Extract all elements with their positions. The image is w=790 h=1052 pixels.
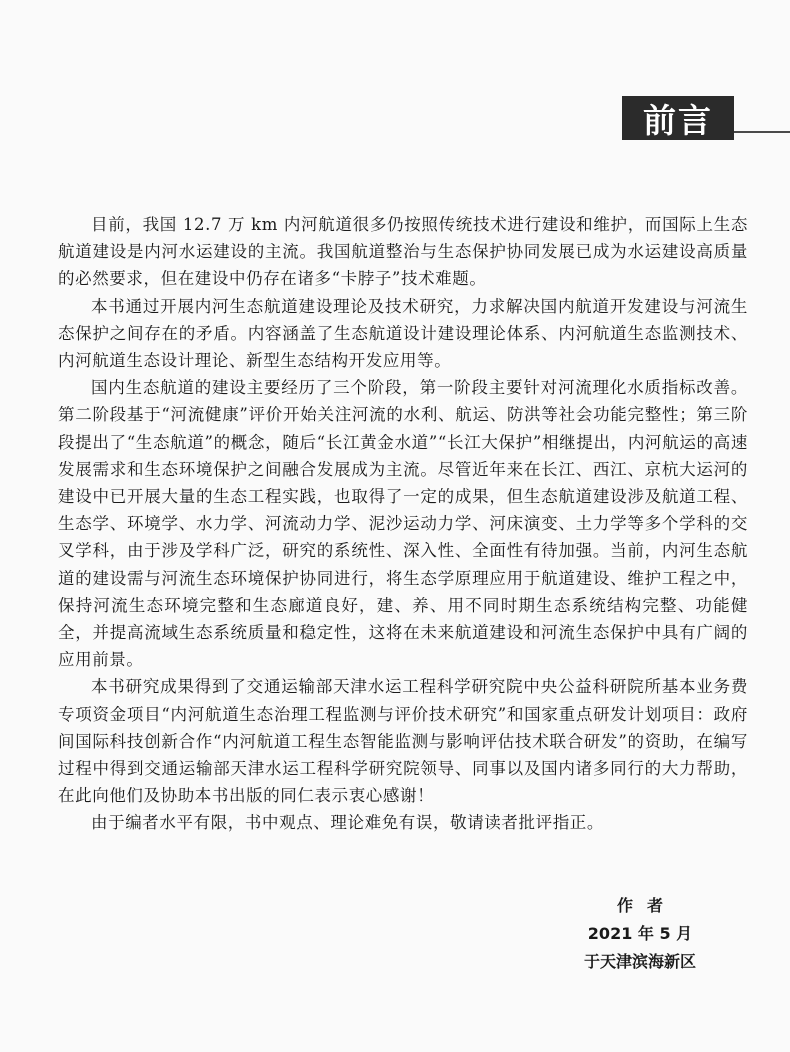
- signature-date: 2021 年 5 月: [587, 924, 693, 943]
- preface-body: [58, 211, 748, 837]
- paragraph-1: 目前，我国 12.7 万 km 内河航道很多仍按照传统技术进行建设和维护，而国际上生态航道建设是内河水运建设的主流。我国航道整治与生态保护协同发展已成为水运建设高质量的必然要求，但在建设中仍存在诸多“卡脖子”技术难题。: [58, 215, 748, 289]
- paragraph-5: 由于编者水平有限，书中观点、理论难免有误，敬请读者批评指正。: [91, 813, 604, 833]
- paragraph-3: 国内生态航道的建设主要经历了三个阶段，第一阶段主要针对河流理化水质指标改善。第二阶段基于“河流健康”评价开始关注河流的水利、航运、防洪等社会功能完整性；第三阶段提出了“生态航道”的概念，随后“长江黄金水道”“长江大保护”相继提出，内河航运的高速发展需求和生态环境保护之间融合发展成为主流。尽管近年来在长江、西江、京杭大运河的建设中已开展大量的生态工程实践，也取得了一定的成果，但生态航道建设涉及航道工程、生态学、环境学、水力学、河流动力学、泥沙运动力学、河床演变、土力学等多个学科的交叉学科，由于涉及学科广泛，研究的系统性、深入性、全面性有待加强。当前，内河生态航道的建设需与河流生态环境保护协同进行，将生态学原理应用于航道建设、维护工程之中，保持河流生态环境完整和生态廊道良好，建、养、用不同时期生态系统结构完整、功能健全，并提高流域生态系统质量和稳定性，这将在未来航道建设和河流生态保护中具有广阔的应用前景。: [58, 378, 748, 670]
- page-title: 前言: [622, 96, 734, 140]
- paragraph-4: 本书研究成果得到了交通运输部天津水运工程科学研究院中央公益科研院所基本业务费专项资金项目“内河航道生态治理工程监测与评价技术研究”和国家重点研发计划项目：政府间国际科技创新合作“内河航道工程生态智能监测与影响评估技术联合研发”的资助，在编写过程中得到交通运输部天津水运工程科学研究院领导、同事以及国内诸多同行的大力帮助，在此向他们及协助本书出版的同仁表示衷心感谢！: [58, 677, 748, 806]
- title-rule: [734, 131, 790, 133]
- signature-block: [540, 892, 740, 976]
- signature-author: 作者: [616, 896, 677, 915]
- paragraph-2: 本书通过开展内河生态航道建设理论及技术研究，力求解决国内航道开发建设与河流生态保护之间存在的矛盾。内容涵盖了生态航道设计建设理论体系、内河航道生态监测技术、内河航道生态设计理论、新型生态结构开发应用等。: [58, 296, 748, 371]
- signature-place: 于天津滨海新区: [583, 952, 696, 971]
